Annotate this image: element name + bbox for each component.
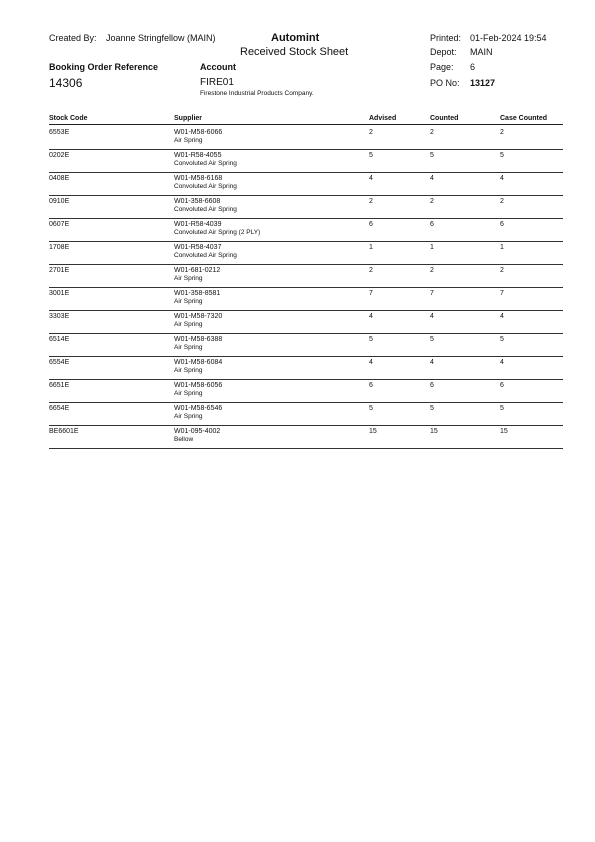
counted-cell: 4 xyxy=(430,175,434,182)
advised-cell: 2 xyxy=(369,129,373,136)
counted-cell: 5 xyxy=(430,336,434,343)
created-by-label: Created By: xyxy=(49,33,97,43)
printed-value: 01-Feb-2024 19:54 xyxy=(470,33,547,43)
case-counted-cell: 2 xyxy=(500,198,504,205)
stock-code-cell: 1708E xyxy=(49,244,70,251)
page-value: 6 xyxy=(470,62,476,72)
stock-code-cell: 6654E xyxy=(49,405,70,412)
stock-code-cell: 0202E xyxy=(49,152,70,159)
advised-cell: 4 xyxy=(369,175,373,182)
counted-cell: 2 xyxy=(430,267,434,274)
item-description: Air Spring xyxy=(174,366,203,374)
stock-code-cell: 2701E xyxy=(49,267,70,274)
case-counted-cell: 4 xyxy=(500,175,504,182)
stock-code-cell: 6651E xyxy=(49,382,70,389)
po-value: 13127 xyxy=(470,78,496,88)
counted-cell: 7 xyxy=(430,290,434,297)
page-label: Page: xyxy=(430,62,454,72)
table-row xyxy=(49,219,563,242)
advised-cell: 4 xyxy=(369,359,373,366)
table-row xyxy=(49,311,563,334)
stock-code-cell: 3303E xyxy=(49,313,70,320)
table-row xyxy=(49,242,563,265)
supplier-code-cell: W01-R58-4039 xyxy=(174,221,222,228)
case-counted-cell: 15 xyxy=(500,428,508,435)
counted-cell: 5 xyxy=(430,152,434,159)
stock-code-cell: 6514E xyxy=(49,336,70,343)
supplier-code-cell: W01-358-8581 xyxy=(174,290,221,297)
advised-cell: 5 xyxy=(369,336,373,343)
table-row xyxy=(49,334,563,357)
item-description: Convoluted Air Spring xyxy=(174,159,237,167)
item-description: Air Spring xyxy=(174,412,203,420)
case-counted-cell: 1 xyxy=(500,244,504,251)
table-row xyxy=(49,173,563,196)
case-counted-cell: 4 xyxy=(500,313,504,320)
supplier-code-cell: W01-R58-4055 xyxy=(174,152,222,159)
counted-cell: 6 xyxy=(430,221,434,228)
table-row xyxy=(49,265,563,288)
supplier-code-cell: W01-M58-6084 xyxy=(174,359,223,366)
case-counted-cell: 6 xyxy=(500,221,504,228)
advised-cell: 4 xyxy=(369,313,373,320)
depot-value: MAIN xyxy=(470,47,493,57)
table-row xyxy=(49,380,563,403)
document-title: Received Stock Sheet xyxy=(240,46,349,58)
booking-ref-value: 14306 xyxy=(49,76,83,90)
printed-label: Printed: xyxy=(430,33,462,43)
stock-code-cell: 3001E xyxy=(49,290,70,297)
booking-ref-label: Booking Order Reference xyxy=(49,62,159,72)
supplier-code-cell: W01-358-6608 xyxy=(174,198,221,205)
supplier-code-cell: W01-M58-7320 xyxy=(174,313,223,320)
supplier-code-cell: W01-M58-6546 xyxy=(174,405,223,412)
item-description: Air Spring xyxy=(174,297,203,305)
account-name: Firestone Industrial Products Company. xyxy=(200,90,314,97)
advised-cell: 6 xyxy=(369,221,373,228)
counted-cell: 4 xyxy=(430,313,434,320)
supplier-code-cell: W01-681-0212 xyxy=(174,267,221,274)
po-label: PO No: xyxy=(430,78,460,88)
supplier-code-cell: W01-095-4002 xyxy=(174,428,221,435)
case-counted-cell: 5 xyxy=(500,336,504,343)
table-row xyxy=(49,403,563,426)
column-header-advised: Advised xyxy=(369,115,397,122)
item-description: Air Spring xyxy=(174,343,203,351)
column-header-supplier: Supplier xyxy=(174,115,203,122)
company-name: Automint xyxy=(271,32,320,44)
item-description: Bellow xyxy=(174,435,194,443)
counted-cell: 15 xyxy=(430,428,438,435)
table-body xyxy=(49,127,563,449)
stock-code-cell: BE6601E xyxy=(49,428,79,435)
stock-code-cell: 0408E xyxy=(49,175,70,182)
supplier-code-cell: W01-M58-6056 xyxy=(174,382,223,389)
supplier-code-cell: W01-M58-6388 xyxy=(174,336,223,343)
account-code: FIRE01 xyxy=(200,77,234,88)
case-counted-cell: 6 xyxy=(500,382,504,389)
table-row xyxy=(49,288,563,311)
stock-code-cell: 0910E xyxy=(49,198,70,205)
counted-cell: 4 xyxy=(430,359,434,366)
stock-code-cell: 6554E xyxy=(49,359,70,366)
item-description: Air Spring xyxy=(174,320,203,328)
table-row xyxy=(49,426,563,449)
case-counted-cell: 4 xyxy=(500,359,504,366)
column-header-stock-code: Stock Code xyxy=(49,115,88,122)
depot-label: Depot: xyxy=(430,47,457,57)
stock-code-cell: 6553E xyxy=(49,129,70,136)
advised-cell: 7 xyxy=(369,290,373,297)
counted-cell: 1 xyxy=(430,244,434,251)
supplier-code-cell: W01-M58-6066 xyxy=(174,129,223,136)
case-counted-cell: 7 xyxy=(500,290,504,297)
item-description: Convoluted Air Spring xyxy=(174,182,237,190)
advised-cell: 2 xyxy=(369,198,373,205)
item-description: Air Spring xyxy=(174,389,203,397)
column-header-case-counted: Case Counted xyxy=(500,115,548,122)
advised-cell: 2 xyxy=(369,267,373,274)
table-row xyxy=(49,150,563,173)
item-description: Air Spring xyxy=(174,136,203,144)
header-divider xyxy=(49,124,563,125)
case-counted-cell: 5 xyxy=(500,152,504,159)
table-row xyxy=(49,127,563,150)
case-counted-cell: 2 xyxy=(500,267,504,274)
stock-code-cell: 0607E xyxy=(49,221,70,228)
created-by-value: Joanne Stringfellow (MAIN) xyxy=(106,33,216,43)
supplier-code-cell: W01-R58-4037 xyxy=(174,244,222,251)
case-counted-cell: 2 xyxy=(500,129,504,136)
advised-cell: 5 xyxy=(369,152,373,159)
table-row xyxy=(49,196,563,219)
table-row xyxy=(49,357,563,380)
advised-cell: 1 xyxy=(369,244,373,251)
item-description: Convoluted Air Spring (2 PLY) xyxy=(174,228,261,236)
advised-cell: 6 xyxy=(369,382,373,389)
advised-cell: 15 xyxy=(369,428,377,435)
column-header-counted: Counted xyxy=(430,115,459,122)
case-counted-cell: 5 xyxy=(500,405,504,412)
item-description: Air Spring xyxy=(174,274,203,282)
counted-cell: 2 xyxy=(430,198,434,205)
counted-cell: 5 xyxy=(430,405,434,412)
counted-cell: 2 xyxy=(430,129,434,136)
item-description: Convoluted Air Spring xyxy=(174,251,237,259)
supplier-code-cell: W01-M58-6168 xyxy=(174,175,223,182)
account-label: Account xyxy=(200,62,236,72)
counted-cell: 6 xyxy=(430,382,434,389)
item-description: Convoluted Air Spring xyxy=(174,205,237,213)
advised-cell: 5 xyxy=(369,405,373,412)
